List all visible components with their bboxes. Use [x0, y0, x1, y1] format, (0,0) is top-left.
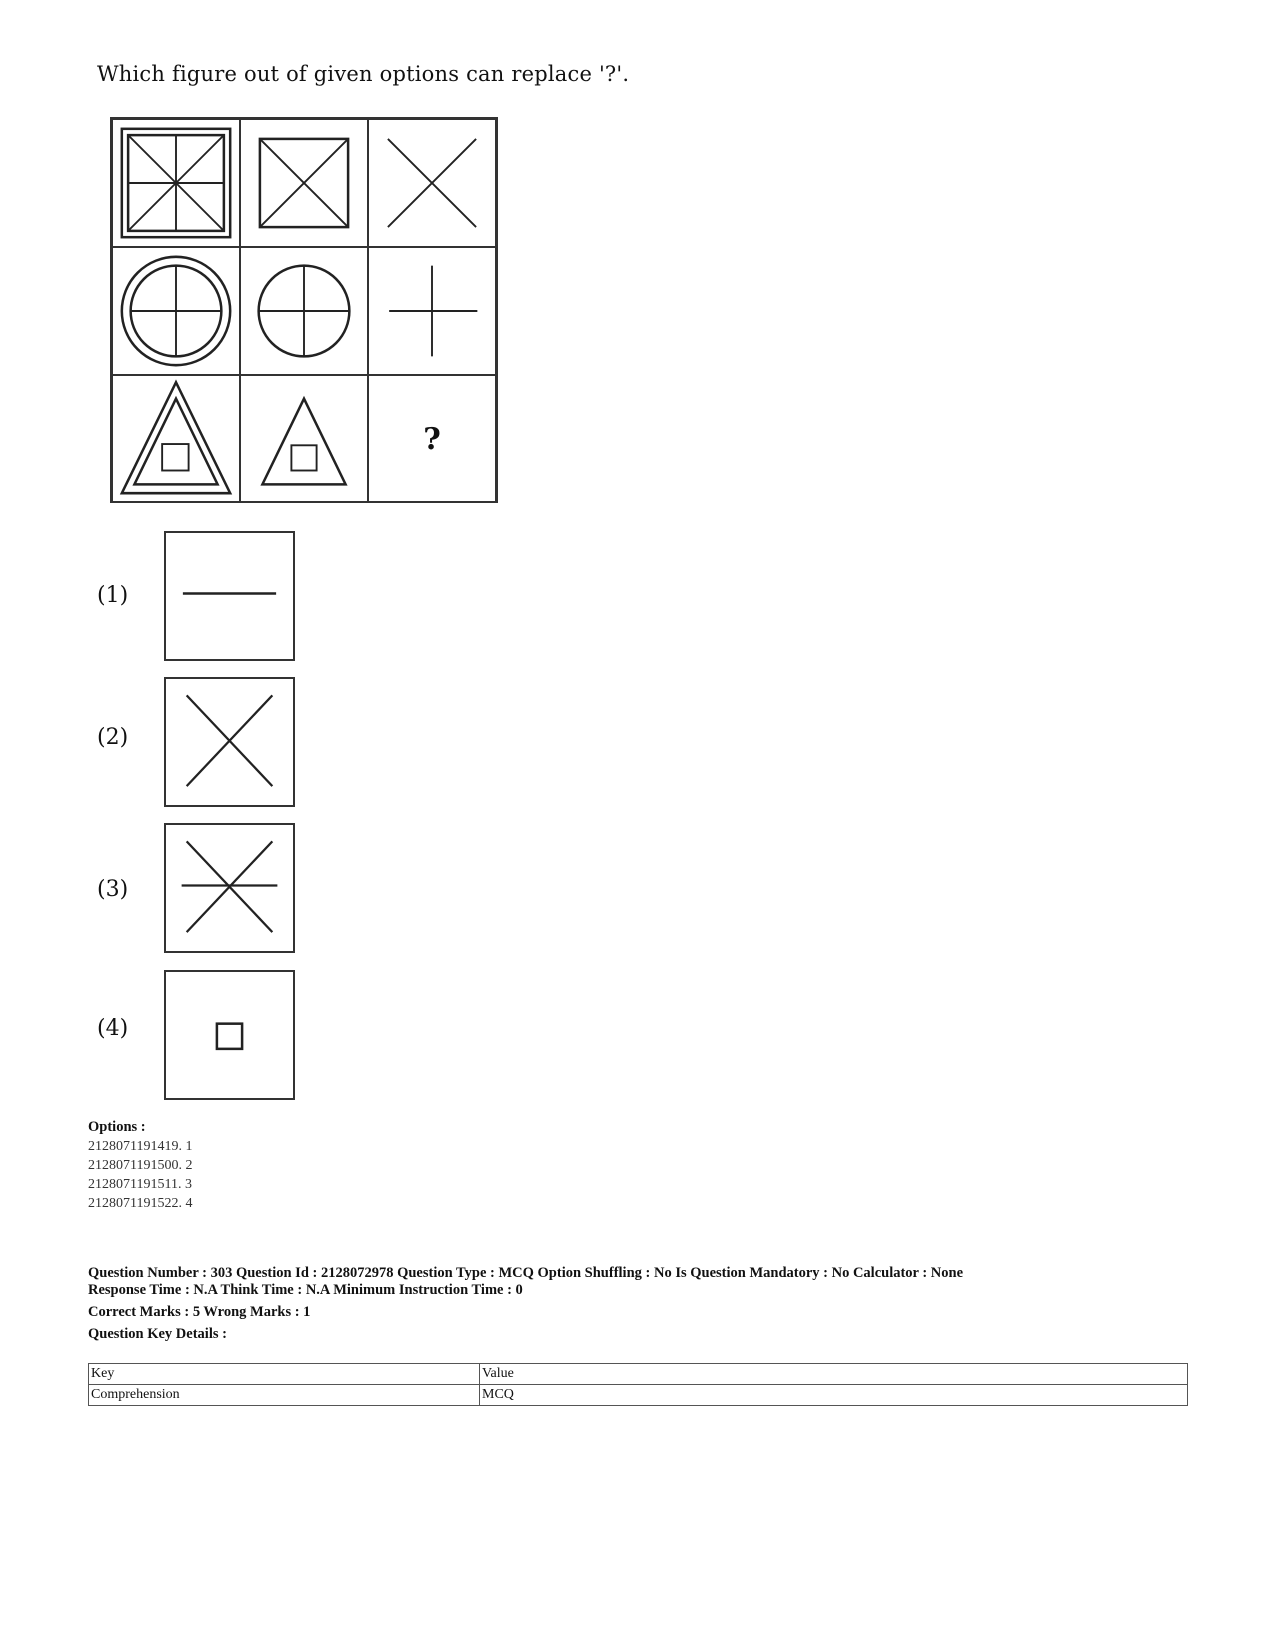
option-code: 2128071191522. 4 [88, 1196, 193, 1211]
cell-plus [368, 247, 496, 375]
question-mark: ? [423, 421, 441, 457]
option-code: 2128071191500. 2 [88, 1158, 193, 1173]
circle-plus-figure [241, 248, 367, 374]
cell-triangle-square [240, 375, 368, 503]
table-cell: Comprehension [89, 1385, 480, 1406]
marks-line: Correct Marks : 5 Wrong Marks : 1 [88, 1304, 311, 1320]
double-square-x-plus-figure [113, 120, 239, 246]
double-triangle-square-figure [113, 376, 239, 502]
x-cross-figure [166, 679, 293, 805]
cell-circle-plus [240, 247, 368, 375]
cell-question-mark [368, 375, 496, 503]
key-details-table [88, 1363, 1188, 1406]
question-info-line2: Response Time : N.A Think Time : N.A Minimum Instruction Time : 0 [88, 1282, 523, 1298]
option-codes [88, 1137, 192, 1213]
option-4-label: (4) [97, 1016, 129, 1041]
option-code: 2128071191511. 3 [88, 1177, 192, 1192]
cell-double-square-x-plus [112, 119, 240, 247]
question-text: Which figure out of given options can replace '?'. [97, 62, 630, 86]
option-1-figure[interactable] [164, 531, 295, 661]
option-code: 2128071191419. 1 [88, 1139, 193, 1154]
option-2-figure[interactable] [164, 677, 295, 807]
option-4-figure[interactable] [164, 970, 295, 1100]
option-3-label: (3) [97, 877, 129, 902]
plus-figure [369, 248, 495, 374]
options-section [88, 1118, 192, 1213]
triangle-square-figure [241, 376, 367, 502]
cell-square-x [240, 119, 368, 247]
figure-matrix [110, 117, 498, 503]
x-cross-with-horizontal-figure [166, 825, 293, 951]
option-2-label: (2) [97, 725, 129, 750]
horizontal-line-figure [166, 533, 293, 659]
table-header-row [89, 1364, 1188, 1385]
question-info [88, 1265, 1198, 1343]
small-square-figure [166, 972, 293, 1098]
option-3-figure[interactable] [164, 823, 295, 953]
double-circle-plus-figure [113, 248, 239, 374]
cell-double-triangle-square [112, 375, 240, 503]
question-info-line1: Question Number : 303 Question Id : 2128072978 Question Type : MCQ Option Shuffling : No Is Question Mandatory : No Calculator : None [88, 1265, 964, 1281]
cell-x [368, 119, 496, 247]
option-1-label: (1) [97, 583, 129, 608]
table-row [89, 1385, 1188, 1406]
square-x-figure [241, 120, 367, 246]
cell-double-circle-plus [112, 247, 240, 375]
table-header-cell: Value [480, 1364, 1188, 1385]
key-details-heading: Question Key Details : [88, 1326, 227, 1342]
table-cell: MCQ [480, 1385, 1188, 1406]
x-figure [369, 120, 495, 246]
options-heading: Options : [88, 1119, 146, 1135]
table-header-cell: Key [89, 1364, 480, 1385]
